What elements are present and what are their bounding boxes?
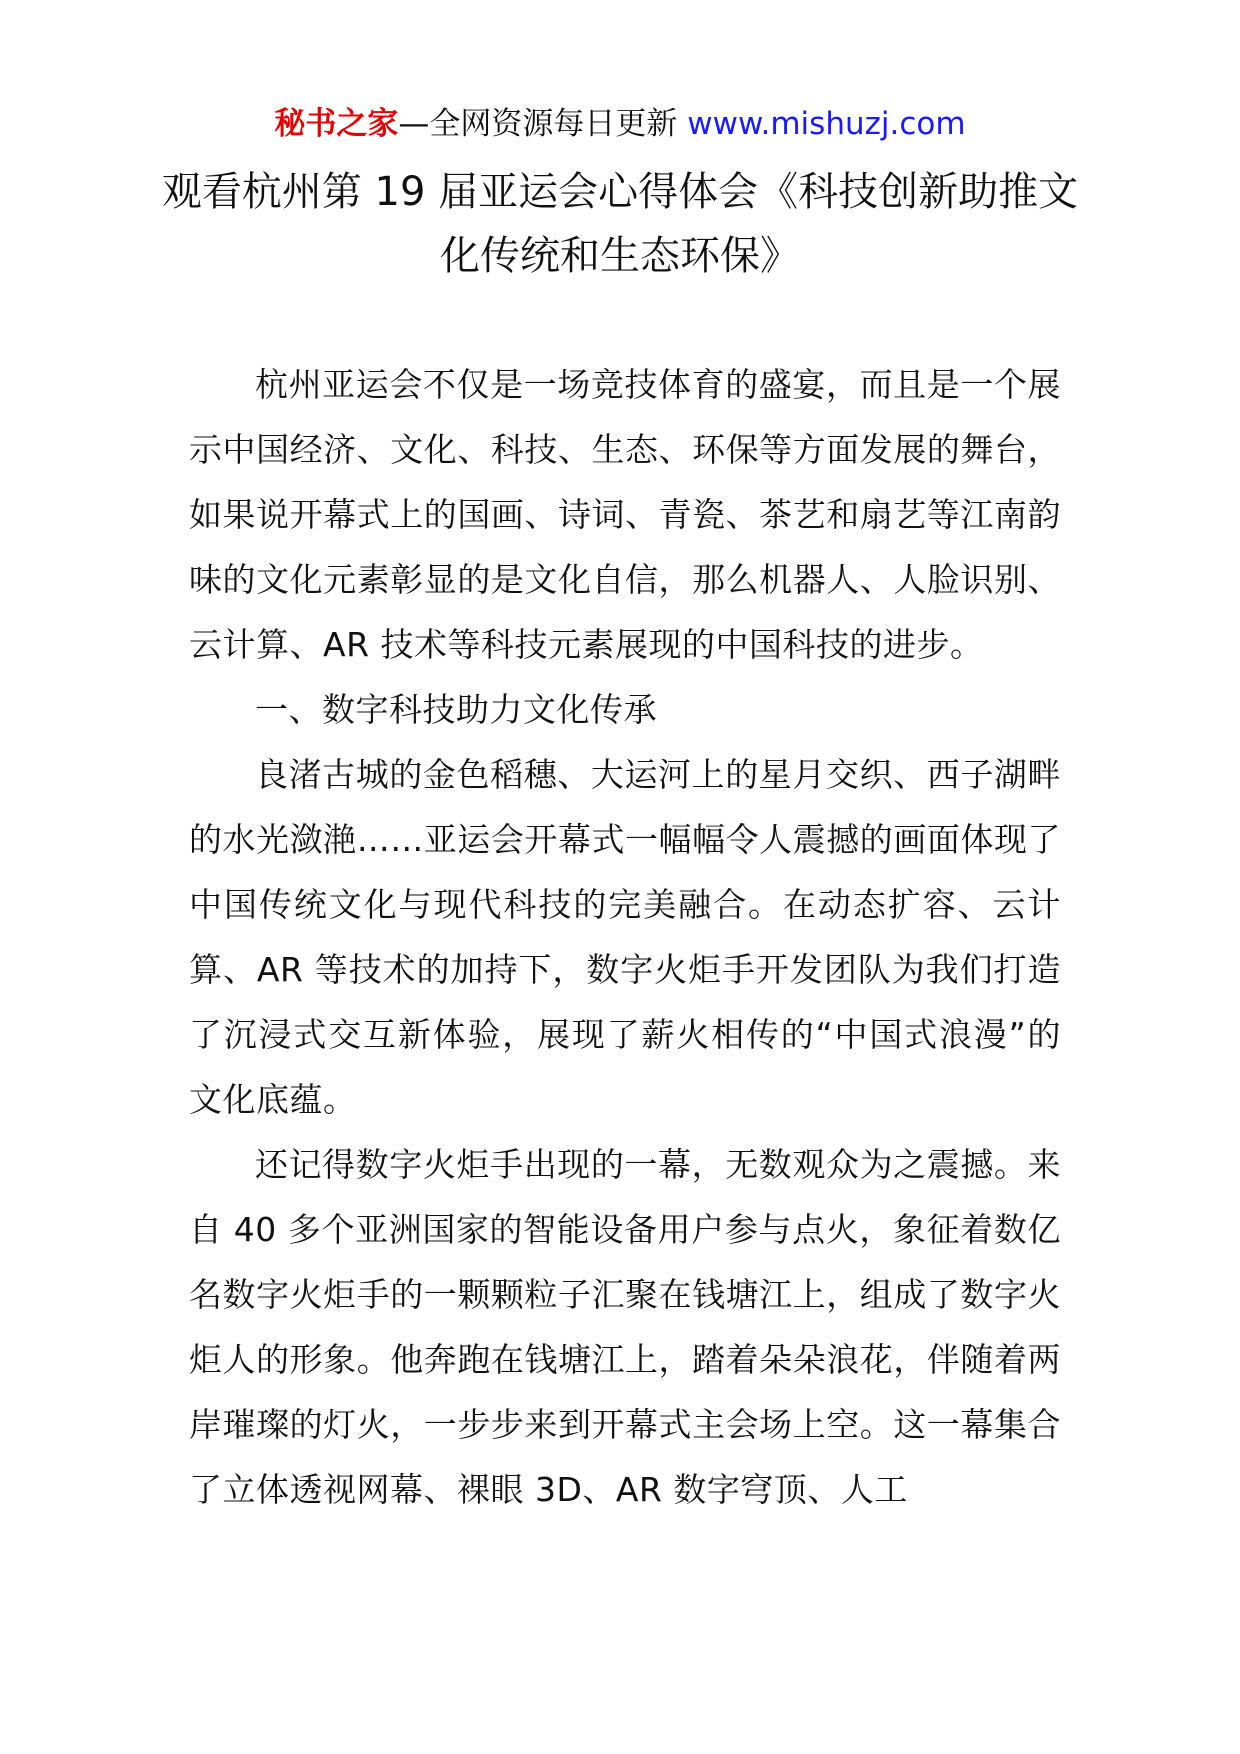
header-tagline: —全网资源每日更新 xyxy=(398,106,688,142)
body-paragraph: 良渚古城的金色稻穗、大运河上的星月交织、西子湖畔的水光潋滟……亚运会开幕式一幅幅令人震撼的画面体现了中国传统文化与现代科技的完美融合。在动态扩容、云计算、AR 等技术的加持下，数字火炬手开发团队为我们打造了沉浸式交互新体验，展现了薪火相传的“中国式浪漫”的文化底蕴。 xyxy=(189,755,1061,1119)
section-heading: 一、数字科技助力文化传承 xyxy=(255,690,657,729)
brand-name: 秘书之家 xyxy=(274,106,399,142)
body-paragraph: 还记得数字火炬手出现的一幕，无数观众为之震撼。来自 40 多个亚洲国家的智能设备用户参与点火，象征着数亿名数字火炬手的一颗颗粒子汇聚在钱塘江上，组成了数字火炬人的形象。他奔跑在钱塘江上，踏着朵朵浪花，伴随着两岸璀璨的灯火，一步步来到开幕式主会场上空。这一幕集合了立体透视网幕、裸眼 3D、AR 数字穹顶、人工 xyxy=(189,1145,1061,1509)
site-url-link[interactable]: www.mishuzj.com xyxy=(687,106,966,142)
body-paragraph: 杭州亚运会不仅是一场竞技体育的盛宴，而且是一个展示中国经济、文化、科技、生态、环保等方面发展的舞台，如果说开幕式上的国画、诗词、青瓷、茶艺和扇艺等江南韵味的文化元素彰显的是文化自信，那么机器人、人脸识别、云计算、AR 技术等科技元素展现的中国科技的进步。 xyxy=(189,365,1061,664)
document-title: 观看杭州第 19 届亚运会心得体会《科技创新助推文化传统和生态环保》 xyxy=(161,169,1079,279)
document-body xyxy=(189,352,1061,1522)
site-header xyxy=(0,100,1240,148)
